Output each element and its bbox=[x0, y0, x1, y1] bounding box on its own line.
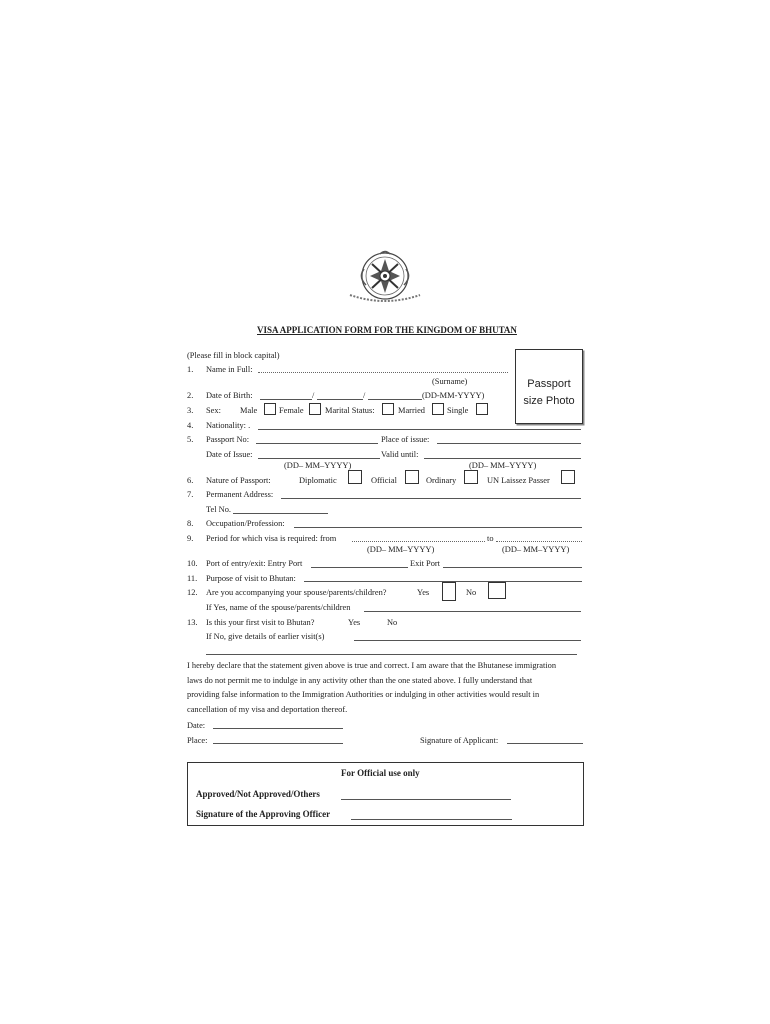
period-to-label: to bbox=[487, 534, 494, 543]
official-label: Official bbox=[371, 476, 397, 485]
declaration-line-1: I hereby declare that the statement given above is true and correct. I am aware that the Bhutanese immigration bbox=[187, 661, 557, 670]
sex-label: Sex: bbox=[206, 406, 221, 415]
diplomatic-checkbox[interactable] bbox=[348, 470, 362, 484]
spouse-name-label: If Yes, name of the spouse/parents/children bbox=[206, 603, 351, 612]
item-number-5: 5. bbox=[187, 435, 194, 444]
item-number-4: 4. bbox=[187, 421, 194, 430]
ordinary-label: Ordinary bbox=[426, 476, 457, 485]
item-number-12: 12. bbox=[187, 588, 198, 597]
first-visit-yes-label: Yes bbox=[348, 618, 361, 627]
dob-year-field[interactable] bbox=[368, 399, 422, 400]
item-number-3: 3. bbox=[187, 406, 194, 415]
occupation-field[interactable] bbox=[294, 527, 582, 528]
male-label: Male bbox=[240, 406, 258, 415]
date-field[interactable] bbox=[213, 728, 343, 729]
dob-separator-1: / bbox=[312, 391, 315, 400]
exit-port-label: Exit Port bbox=[410, 559, 441, 568]
accompanying-label: Are you accompanying your spouse/parents/children? bbox=[206, 588, 387, 597]
bhutan-emblem bbox=[342, 249, 428, 309]
dob-separator-2: / bbox=[363, 391, 366, 400]
approving-officer-field[interactable] bbox=[351, 819, 512, 820]
period-to-format: (DD– MM–YYYY) bbox=[502, 545, 570, 554]
diplomatic-label: Diplomatic bbox=[299, 476, 337, 485]
surname-caption: (Surname) bbox=[432, 377, 468, 386]
single-label: Single bbox=[447, 406, 469, 415]
item-number-9: 9. bbox=[187, 534, 194, 543]
dob-day-field[interactable] bbox=[260, 399, 312, 400]
official-use-box bbox=[187, 762, 584, 826]
item-number-6: 6. bbox=[187, 476, 194, 485]
earlier-visit-field[interactable] bbox=[354, 640, 581, 641]
item-number-10: 10. bbox=[187, 559, 198, 568]
dob-label: Date of Birth: bbox=[206, 391, 253, 400]
permanent-address-field[interactable] bbox=[281, 498, 581, 499]
fill-instruction: (Please fill in block capital) bbox=[187, 351, 280, 360]
period-from-field[interactable] bbox=[352, 541, 485, 542]
accompanying-yes-label: Yes bbox=[417, 588, 430, 597]
female-label: Female bbox=[279, 406, 304, 415]
passport-no-field[interactable] bbox=[256, 443, 378, 444]
married-checkbox[interactable] bbox=[432, 403, 444, 415]
accompanying-no-label: No bbox=[466, 588, 477, 597]
approved-label: Approved/Not Approved/Others bbox=[196, 789, 320, 799]
permanent-address-label: Permanent Address: bbox=[206, 490, 274, 499]
single-checkbox[interactable] bbox=[476, 403, 488, 415]
approved-field[interactable] bbox=[341, 799, 511, 800]
declaration-line-2: laws do not permit me to indulge in any activity other than the one stated above. I fully understand that bbox=[187, 675, 533, 685]
declaration-line-4: cancellation of my visa and deportation thereof. bbox=[187, 704, 348, 714]
declaration-line-3: providing false information to the Immigration Authorities or indulging in other activities would result in bbox=[187, 690, 540, 700]
place-label: Place: bbox=[187, 736, 208, 745]
married-label: Married bbox=[398, 406, 425, 415]
valid-until-field[interactable] bbox=[424, 458, 581, 459]
accompanying-no-checkbox[interactable] bbox=[488, 582, 506, 599]
nature-of-passport-label: Nature of Passport: bbox=[206, 476, 271, 485]
item-number-7: 7. bbox=[187, 490, 194, 499]
place-field[interactable] bbox=[213, 743, 343, 744]
date-of-issue-label: Date of Issue: bbox=[206, 450, 253, 459]
male-checkbox[interactable] bbox=[264, 403, 276, 415]
entry-port-field[interactable] bbox=[311, 567, 408, 568]
place-of-issue-label: Place of issue: bbox=[381, 435, 430, 444]
photo-box-line2: size Photo bbox=[523, 395, 575, 407]
item-number-11: 11. bbox=[187, 574, 198, 583]
nationality-field[interactable] bbox=[258, 429, 581, 430]
spouse-name-field[interactable] bbox=[364, 611, 581, 612]
passport-photo-box bbox=[515, 349, 583, 424]
name-field[interactable] bbox=[258, 372, 508, 373]
un-laissez-passer-checkbox[interactable] bbox=[561, 470, 575, 484]
item-number-8: 8. bbox=[187, 519, 194, 528]
period-from-format: (DD– MM–YYYY) bbox=[367, 545, 435, 554]
declaration-text bbox=[187, 659, 584, 717]
dob-month-field[interactable] bbox=[317, 399, 363, 400]
signature-label: Signature of Applicant: bbox=[420, 736, 499, 745]
name-label: Name in Full: bbox=[206, 365, 253, 374]
official-use-heading: For Official use only bbox=[341, 768, 420, 778]
photo-box-line1: Passport bbox=[527, 378, 571, 390]
period-label: Period for which visa is required: from bbox=[206, 534, 337, 543]
accompanying-yes-checkbox[interactable] bbox=[442, 582, 456, 601]
date-label: Date: bbox=[187, 721, 206, 730]
earlier-visit-label: If No, give details of earlier visit(s) bbox=[206, 632, 325, 641]
nationality-label: Nationality: . bbox=[206, 421, 251, 430]
official-checkbox[interactable] bbox=[405, 470, 419, 484]
first-visit-label: Is this your first visit to Bhutan? bbox=[206, 618, 315, 627]
form-title: VISA APPLICATION FORM FOR THE KINGDOM OF BHUTAN bbox=[257, 325, 517, 335]
date-of-issue-field[interactable] bbox=[258, 458, 380, 459]
first-visit-no-label: No bbox=[387, 618, 398, 627]
approving-officer-label: Signature of the Approving Officer bbox=[196, 809, 331, 819]
tel-no-field[interactable] bbox=[233, 513, 328, 514]
marital-status-label: Marital Status: bbox=[325, 406, 375, 415]
female-checkbox[interactable] bbox=[309, 403, 321, 415]
signature-field[interactable] bbox=[507, 743, 583, 744]
tel-no-label: Tel No. bbox=[206, 505, 231, 514]
married-checkbox-lead[interactable] bbox=[382, 403, 394, 415]
place-of-issue-field[interactable] bbox=[437, 443, 581, 444]
un-laissez-passer-label: UN Laissez Passer bbox=[487, 476, 550, 485]
earlier-visit-field-2[interactable] bbox=[206, 654, 577, 655]
purpose-label: Purpose of visit to Bhutan: bbox=[206, 574, 296, 583]
date-of-issue-format: (DD– MM–YYYY) bbox=[284, 461, 352, 470]
item-number-2: 2. bbox=[187, 391, 194, 400]
entry-port-label: Port of entry/exit: Entry Port bbox=[206, 559, 303, 568]
exit-port-field[interactable] bbox=[443, 567, 582, 568]
item-number-13: 13. bbox=[187, 618, 198, 627]
valid-until-label: Valid until: bbox=[381, 450, 419, 459]
dob-format: (DD-MM-YYYY) bbox=[422, 391, 485, 400]
ordinary-checkbox[interactable] bbox=[464, 470, 478, 484]
period-to-field[interactable] bbox=[496, 541, 582, 542]
passport-no-label: Passport No: bbox=[206, 435, 250, 444]
occupation-label: Occupation/Profession: bbox=[206, 519, 285, 528]
item-number-1: 1. bbox=[187, 365, 194, 374]
valid-until-format: (DD– MM–YYYY) bbox=[469, 461, 537, 470]
